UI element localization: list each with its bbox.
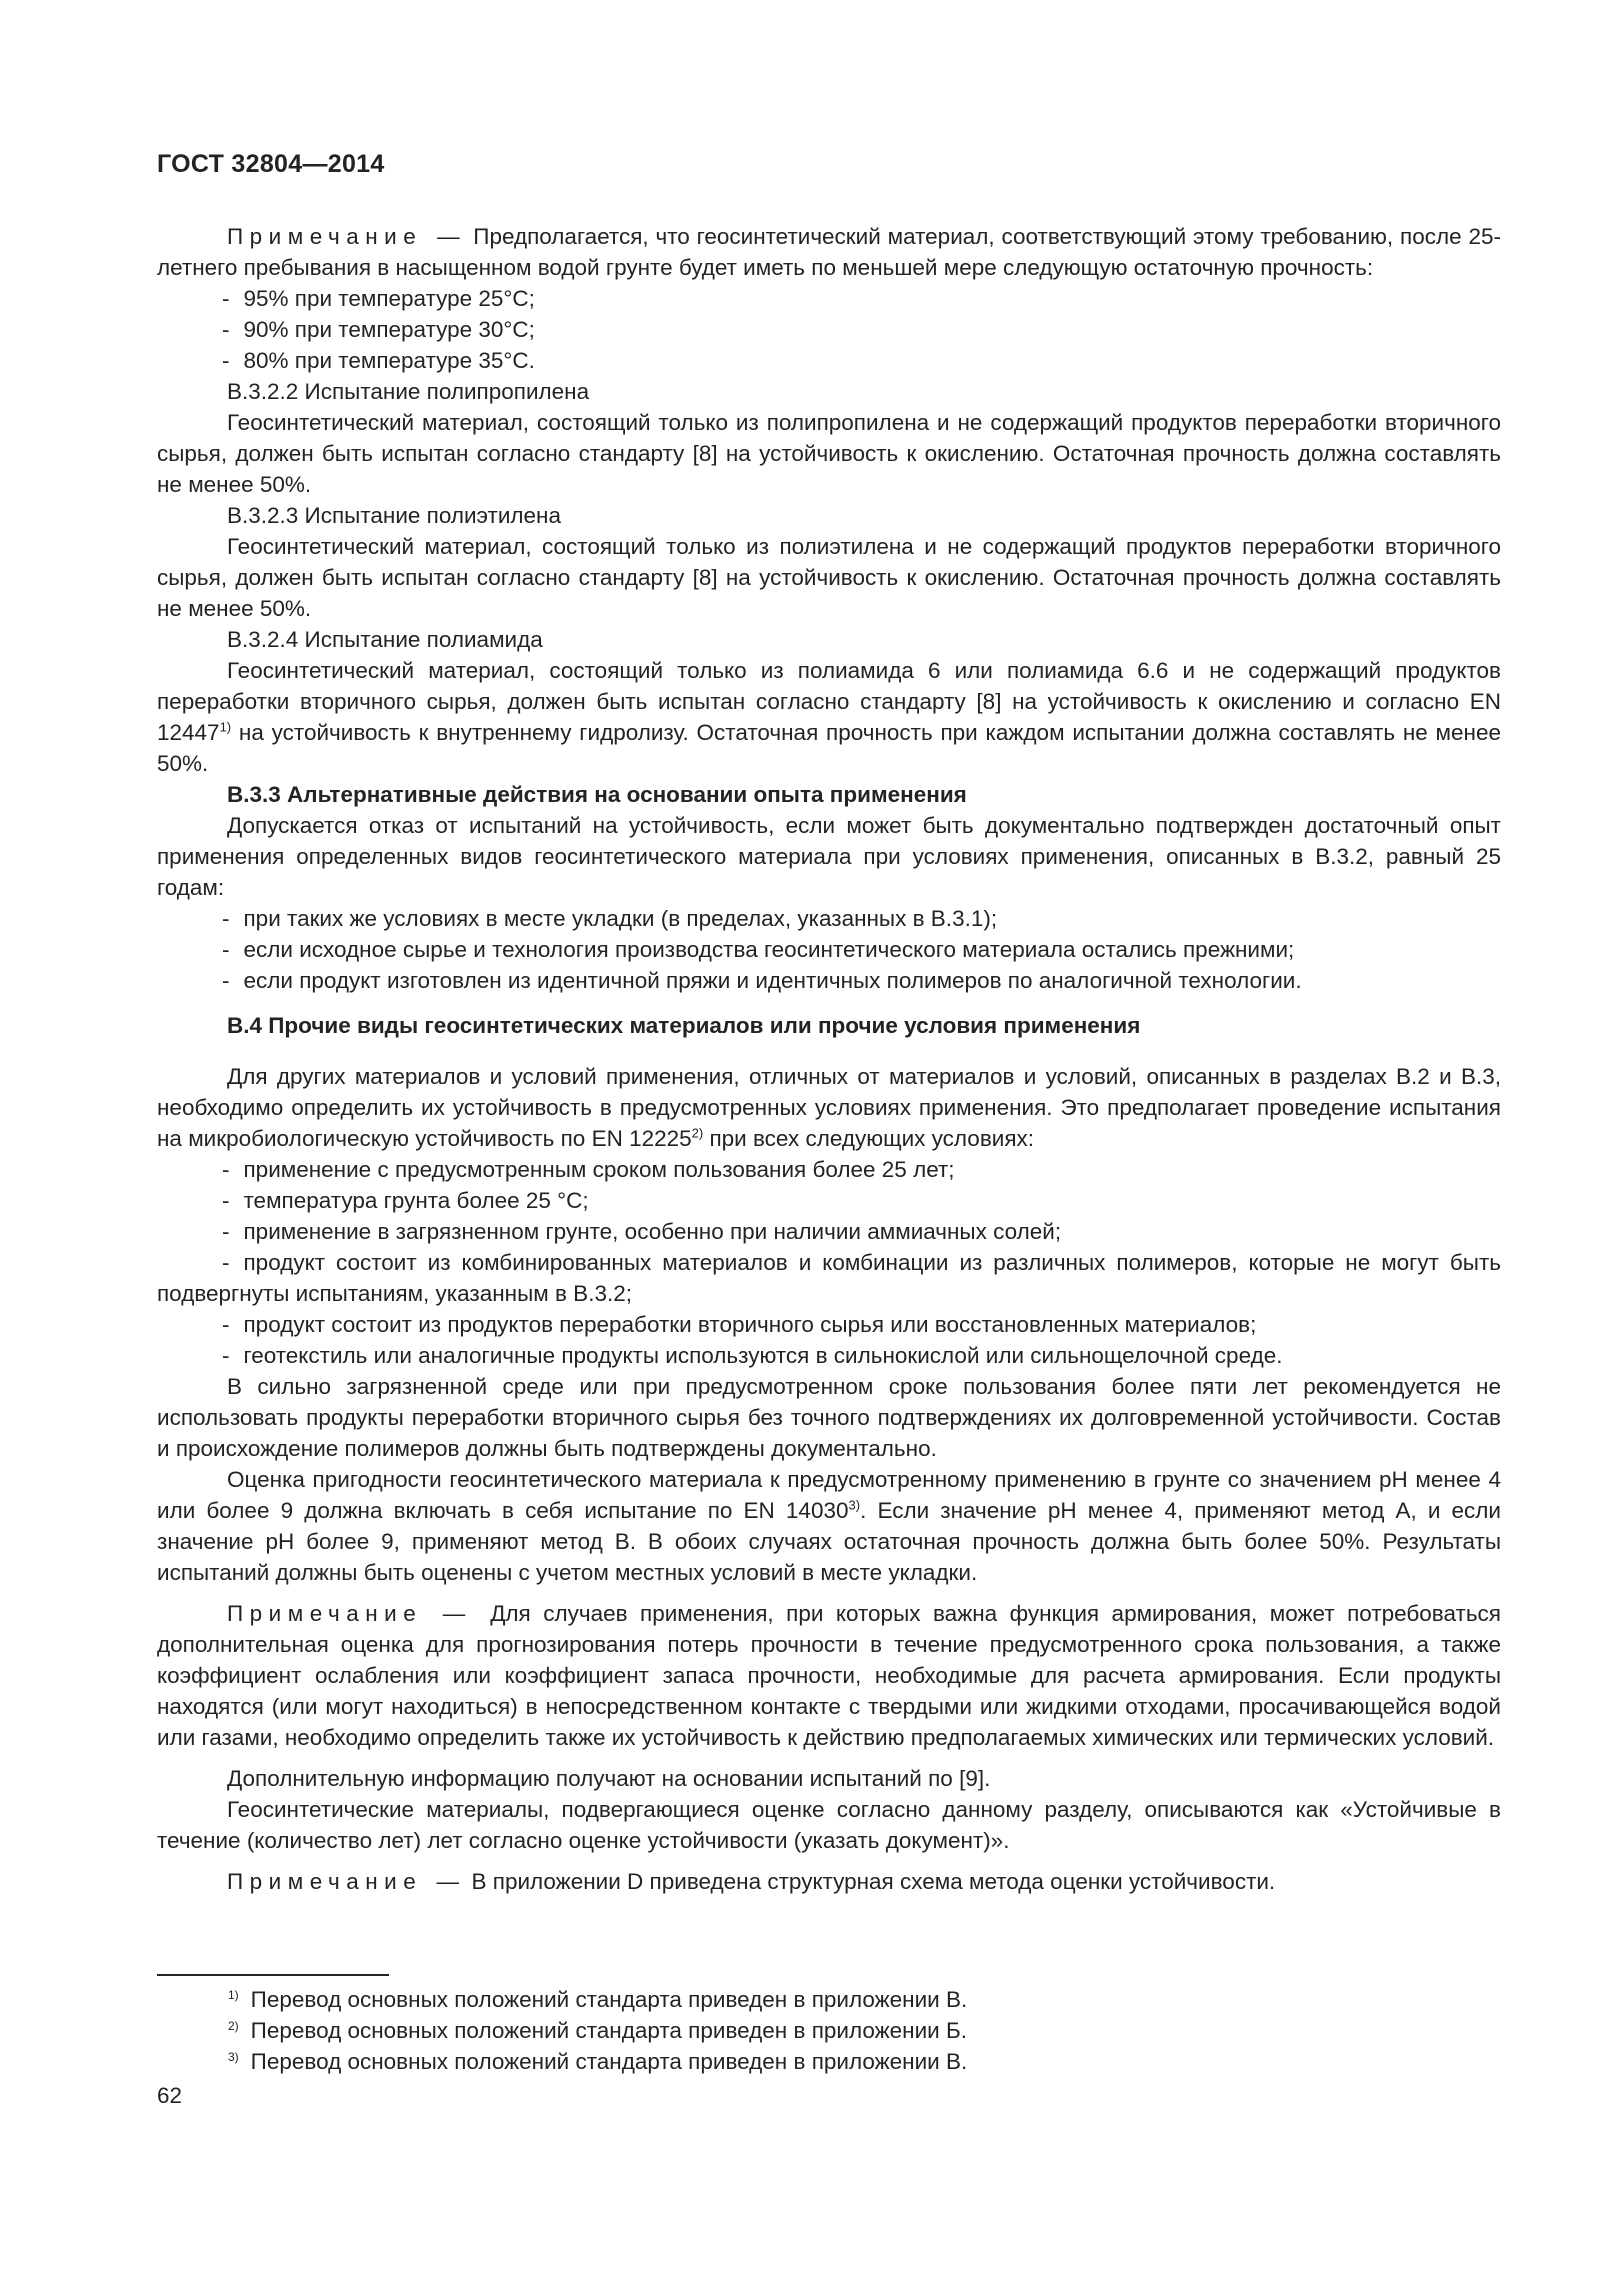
- note-3: [157, 1866, 1501, 1897]
- paragraph-b33: Допускается отказ от испытаний на устойчивость, если может быть документально подтвержден достаточный опыт применения определенных видов геосинтетического материала при условиях применения, описанных в В.3.2, равный 25 годам:: [157, 813, 1501, 900]
- note-2: [157, 1598, 1501, 1753]
- note-dash: —: [436, 1869, 459, 1894]
- paragraph-b322: Геосинтетический материал, состоящий только из полипропилена и не содержащий продуктов переработки вторичного сырья, должен быть испытан согласно стандарту [8] на устойчивость к окислению. Остаточная прочность должна составлять не менее 50%.: [157, 410, 1501, 497]
- note-label: Примечание: [227, 1869, 423, 1894]
- note-2-text: Для случаев применения, при которых важна функция армирования, может потребоваться дополнительная оценка для прогнозирования потерь прочности в течение предусмотренного срока пользования, а также коэффициент ослабления или коэффициент запаса прочности, необходимые для расчета армирования. Если продукты находятся (или могут находиться) в непосредственном контакте с твердыми или жидкими отходами, просачивающейся водой или газами, необходимо определить также их устойчивость к действию предполагаемых химических или термических условий.: [157, 1601, 1501, 1750]
- list-item: - продукт состоит из комбинированных материалов и комбинации из различных полимеров, которые не могут быть подвергнуты испытаниям, указанным в В.3.2;: [157, 1250, 1501, 1306]
- footnote: $^{2)}$ Перевод основных положений стандарта приведен в приложении Б.: [228, 2018, 967, 2043]
- list-item: - если исходное сырье и технология производства геосинтетического материала остались прежними;: [222, 937, 1295, 962]
- section-title-b324: В.3.2.4 Испытание полиамида: [227, 627, 543, 652]
- list-item: - 90% при температуре 30°С;: [222, 317, 535, 342]
- section-title-b323: В.3.2.3 Испытание полиэтилена: [227, 503, 561, 528]
- document-header: ГОСТ 32804—2014: [157, 150, 385, 178]
- page-number: 62: [157, 2083, 183, 2108]
- list-item: - если продукт изготовлен из идентичной пряжи и идентичных полимеров по аналогичной технологии.: [222, 968, 1302, 993]
- note-3-text: В приложении D приведена структурная схема метода оценки устойчивости.: [471, 1869, 1276, 1894]
- list-item: - геотекстиль или аналогичные продукты используются в сильнокислой или сильнощелочной среде.: [222, 1343, 1283, 1368]
- paragraph-b324: Геосинтетический материал, состоящий только из полиамида 6 или полиамида 6.6 и не содержащий продуктов переработки вторичного сырья, должен быть испытан согласно стандарту [8] на устойчивость к окислению и согласно EN 12447$^{1)}$ на устойчивость к внутреннему гидролизу. Остаточная прочность при каждом испытании должна составлять не менее 50%.: [157, 658, 1501, 776]
- note-dash: —: [442, 1601, 466, 1626]
- section-title-b4: В.4 Прочие виды геосинтетических материалов или прочие условия применения: [227, 1013, 1141, 1038]
- note-label: Примечание: [227, 224, 423, 249]
- paragraph-b4-2: В сильно загрязненной среде или при предусмотренном сроке пользования более пяти лет рекомендуется не использовать продукты переработки вторичного сырья без точного подтверждениях их долговременной устойчивости. Состав и происхождение полимеров должны быть подтверждены документально.: [157, 1374, 1501, 1461]
- footnotes: [228, 1984, 967, 2077]
- list-item: - при таких же условиях в месте укладки (в пределах, указанных в В.3.1);: [222, 906, 998, 931]
- note-1-text: Предполагается, что геосинтетический материал, соответствующий этому требованию, после 25-летнего пребывания в насыщенном водой грунте будет иметь по меньшей мере следующую остаточную прочность:: [157, 224, 1501, 280]
- list-item: - продукт состоит из продуктов переработки вторичного сырья или восстановленных материалов;: [222, 1312, 1257, 1337]
- footnote-ref: 1): [219, 719, 232, 735]
- section-title-b33: В.3.3 Альтернативные действия на основании опыта применения: [227, 782, 967, 807]
- footnote-ref: 2): [691, 1125, 704, 1141]
- paragraph-description: Геосинтетические материалы, подвергающиеся оценке согласно данному разделу, описываются как «Устойчивые в течение (количество лет) лет согласно оценке устойчивости (указать документ)».: [157, 1797, 1501, 1853]
- footnote: $^{1)}$ Перевод основных положений стандарта приведен в приложении В.: [228, 1987, 968, 2012]
- paragraph-b4: Для других материалов и условий применения, отличных от материалов и условий, описанных в разделах В.2 и В.3, необходимо определить их устойчивость в предусмотренных условиях применения. Это предполагает проведение испытания на микробиологическую устойчивость по EN 12225$^{2)}$ при всех следующих условиях:: [157, 1064, 1501, 1151]
- note-dash: —: [437, 224, 460, 249]
- footnote-ref: 3): [848, 1497, 861, 1513]
- footnote: $^{3)}$ Перевод основных положений стандарта приведен в приложении В.: [228, 2049, 968, 2074]
- paragraph-b323: Геосинтетический материал, состоящий только из полиэтилена и не содержащий продуктов переработки вторичного сырья, должен быть испытан согласно стандарту [8] на устойчивость к окислению. Остаточная прочность должна составлять не менее 50%.: [157, 534, 1501, 621]
- list-item: - температура грунта более 25 °С;: [222, 1188, 589, 1213]
- list-item: - применение в загрязненном грунте, особенно при наличии аммиачных солей;: [222, 1219, 1062, 1244]
- note-label: Примечание: [227, 1601, 423, 1626]
- footnote-separator: [157, 1974, 389, 1976]
- list-item: - применение с предусмотренным сроком пользования более 25 лет;: [222, 1157, 955, 1182]
- section-title-b322: В.3.2.2 Испытание полипропилена: [227, 379, 590, 404]
- list-item: - 80% при температуре 35°С.: [222, 348, 535, 373]
- paragraph-b4-3: Оценка пригодности геосинтетического материала к предусмотренному применению в грунте со значением pH менее 4 или более 9 должна включать в себя испытание по EN 14030$^{3)}$. Если значение pH менее 4, применяют метод А, и если значение pH более 9, применяют метод В. В обоих случаях остаточная прочность должна быть более 50%. Результаты испытаний должны быть оценены с учетом местных условий в месте укладки.: [157, 1467, 1501, 1585]
- paragraph-additional-info: Дополнительную информацию получают на основании испытаний по [9].: [227, 1766, 991, 1791]
- note-1: [157, 221, 1501, 283]
- document-body: [157, 221, 1501, 1897]
- list-item: - 95% при температуре 25°С;: [222, 286, 535, 311]
